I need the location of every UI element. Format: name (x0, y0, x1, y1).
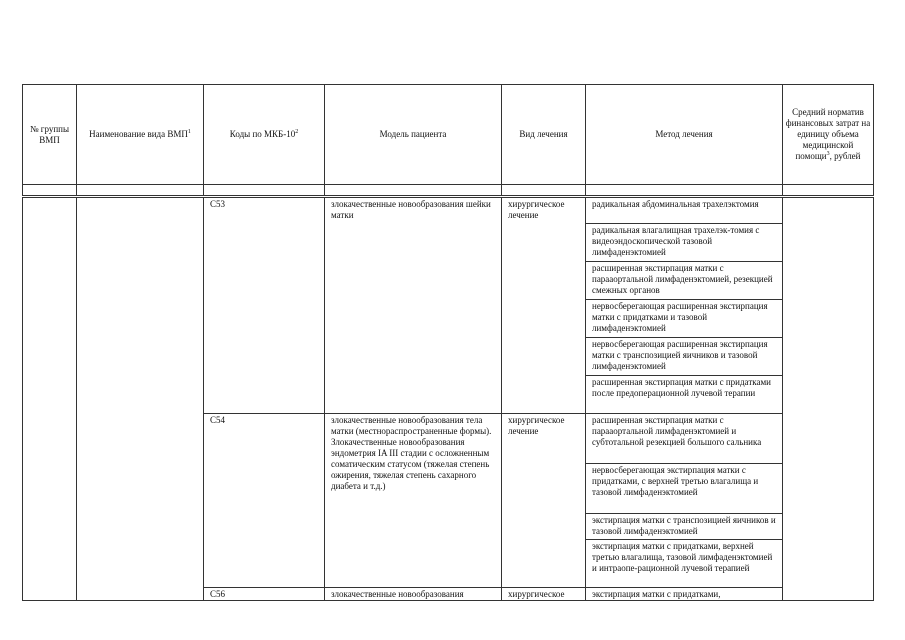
method-item: экстирпация матки с придатками, (586, 588, 783, 601)
method-item: радикальная абдоминальная трахелэктомия (586, 198, 783, 224)
method-item: радикальная влагалищная трахелэк-томия с видеоэндоскопической тазовой лимфаденэктомией (586, 224, 783, 262)
group-no-cell (23, 198, 77, 601)
method-item: экстирпация матки с транспозицией яичников и тазовой лимфаденэктомией (586, 514, 783, 540)
blank-cell (586, 185, 783, 196)
treatment-type: хирургическое лечение (502, 198, 586, 414)
blank-cell (23, 185, 77, 196)
blank-cell (325, 185, 502, 196)
method-item: нервосберегающая расширенная экстирпация матки с придатками и тазовой лимфаденэктомией (586, 300, 783, 338)
method-item: расширенная экстирпация матки с придатками после предоперационной лучевой терапии (586, 376, 783, 414)
method-item: экстирпация матки с придатками, верхней третью влагалища, тазовой лимфаденэктомией и интраопе-рационной лучевой терапией (586, 540, 783, 588)
cost-cell (783, 198, 874, 601)
method-item: нервосберегающая экстирпация матки с придатками, с верхней третью влагалища и тазовой лимфаденэктомией (586, 464, 783, 514)
icd-code: C53 (204, 198, 325, 414)
patient-model: злокачественные новообразования (325, 588, 502, 601)
table-row (23, 198, 874, 224)
header-icd: Коды по МКБ-$10^2$ (204, 85, 325, 185)
patient-model: злокачественные новообразования тела матки (местнораспространенные формы). Злокачественные новообразования эндометрия IA III стадии с осложненным соматическим статусом (тяжелая степень ожирения, тяжелая степень сахарного диабета и т.д.) (325, 414, 502, 588)
blank-cell (783, 185, 874, 196)
icd-code: C56 (204, 588, 325, 601)
table-header (22, 84, 874, 196)
header-group-no: № группы ВМП (23, 85, 77, 185)
blank-cell (77, 185, 204, 196)
header-method: Метод лечения (586, 85, 783, 185)
header-name: Наименование вида ВМП$^1$ (77, 85, 204, 185)
name-cell (77, 198, 204, 601)
header-model: Модель пациента (325, 85, 502, 185)
method-item: нервосберегающая расширенная экстирпация матки с транспозицией яичников и тазовой лимфаденэктомией (586, 338, 783, 376)
patient-model: злокачественные новообразования шейки матки (325, 198, 502, 414)
header-cost: Средний норматив финансовых затрат на единицу объема медицинской помощи$^3$, рублей (783, 85, 874, 185)
header-type: Вид лечения (502, 85, 586, 185)
method-item: расширенная экстирпация матки с парааортальной лимфаденэктомией, резекцией смежных органов (586, 262, 783, 300)
blank-cell (502, 185, 586, 196)
blank-cell (204, 185, 325, 196)
table-body (22, 197, 874, 601)
treatment-type: хирургическое (502, 588, 586, 601)
icd-code: C54 (204, 414, 325, 588)
treatment-type: хирургическое лечение (502, 414, 586, 588)
method-item: расширенная экстирпация матки с парааортальной лимфаденэктомией и субтотальной резекцией большого сальника (586, 414, 783, 464)
